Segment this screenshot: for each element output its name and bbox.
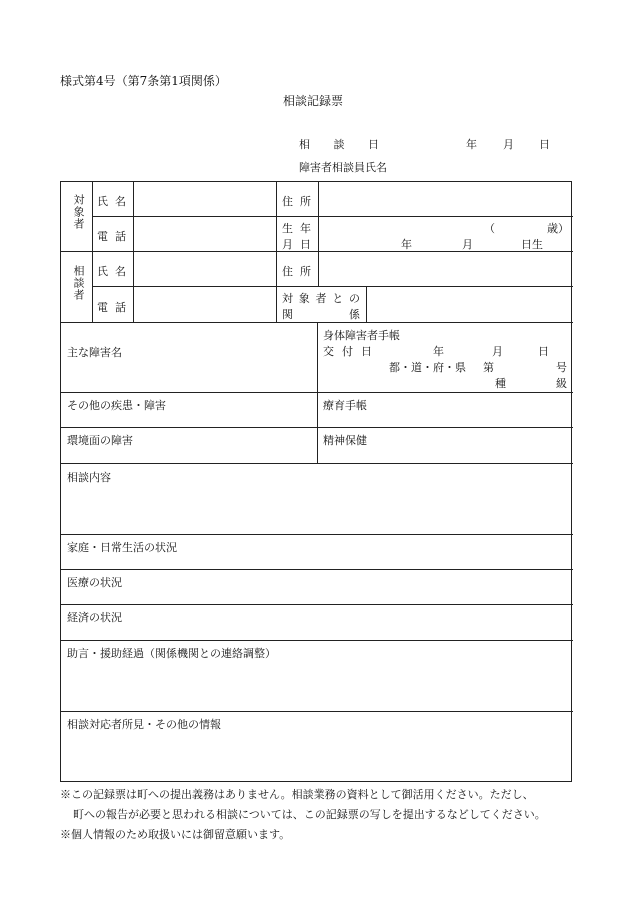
opinion-label: 相談対応者所見・その他の情報 — [67, 718, 221, 731]
consultant-name-field[interactable] — [134, 252, 275, 285]
target-address-label: 住 所 — [282, 195, 311, 208]
target-birth-label-1: 生 年 — [282, 222, 311, 235]
consultant-section-label: 相談者 — [72, 265, 85, 301]
handbook-issue-label: 号 — [556, 361, 567, 374]
note-line-2: 町への報告が必要と思われる相談については、この記録票の写しを提出するなどしてください。 — [73, 808, 546, 821]
issue-month[interactable]: 月 — [492, 345, 503, 358]
main-disability-label: 主な障害名 — [67, 346, 122, 359]
consultation-form — [60, 181, 572, 782]
target-phone-field[interactable] — [134, 217, 275, 250]
environment-disability-label: 環境面の障害 — [67, 434, 133, 447]
consultant-address-label: 住 所 — [282, 265, 311, 278]
consultation-content-label: 相談内容 — [67, 471, 111, 484]
handbook-no-label[interactable]: 第 — [483, 361, 494, 374]
target-address-field[interactable] — [319, 183, 571, 216]
consultant-name-label: 氏 名 — [97, 265, 126, 278]
family-status-label: 家庭・日常生活の状況 — [67, 541, 177, 554]
target-name-label: 氏 名 — [97, 195, 126, 208]
birth-year[interactable]: 年 — [401, 238, 412, 251]
consultation-date-label: 相 談 日 — [299, 138, 379, 151]
date-month[interactable]: 月 — [503, 138, 514, 151]
target-phone-label: 電 話 — [97, 230, 126, 243]
grade-label[interactable]: 級 — [556, 377, 567, 390]
type-label[interactable]: 種 — [495, 377, 506, 390]
relation-label-1: 対 象 者 と の — [282, 292, 360, 305]
economic-status-label: 経済の状況 — [67, 611, 122, 624]
page-title: 相談記録票 — [283, 94, 344, 108]
consultant-address-field[interactable] — [319, 252, 571, 285]
prefecture-label: 都・道・府・県 — [389, 361, 466, 374]
ryoiku-handbook-label: 療育手帳 — [323, 399, 367, 412]
target-name-field[interactable] — [134, 183, 275, 216]
consultant-phone-label: 電 話 — [97, 301, 126, 314]
physical-handbook-label: 身体障害者手帳 — [323, 329, 400, 342]
mental-health-label: 精神保健 — [323, 434, 367, 447]
issue-day[interactable]: 日 — [538, 345, 549, 358]
date-year[interactable]: 年 — [466, 138, 477, 151]
form-number: 様式第4号（第7条第1項関係） — [60, 74, 227, 88]
relation-field[interactable] — [367, 287, 571, 321]
age-open-paren: （ — [484, 222, 495, 235]
target-birth-label-2: 月 日 — [282, 238, 311, 251]
date-day[interactable]: 日 — [539, 138, 550, 151]
issue-year[interactable]: 年 — [433, 345, 444, 358]
age-label[interactable]: 歳） — [547, 222, 569, 235]
note-line-3: ※個人情報のため取扱いには御留意願います。 — [60, 828, 291, 841]
note-line-1: ※この記録票は町への提出義務はありません。相談業務の資料として御活用ください。ただし、 — [60, 788, 534, 801]
consultant-phone-field[interactable] — [134, 287, 275, 321]
medical-status-label: 医療の状況 — [67, 576, 122, 589]
advice-label: 助言・援助経過（関係機関との連絡調整） — [67, 647, 276, 660]
staff-name-label: 障害者相談員氏名 — [299, 161, 387, 174]
target-section-label: 対象者 — [72, 194, 85, 230]
relation-label-2: 関 係 — [282, 308, 360, 321]
issue-date-label: 交 付 日 — [323, 345, 372, 358]
birth-month[interactable]: 月 — [462, 238, 473, 251]
other-disease-label: その他の疾患・障害 — [67, 399, 166, 412]
birth-day[interactable]: 日生 — [521, 238, 543, 251]
